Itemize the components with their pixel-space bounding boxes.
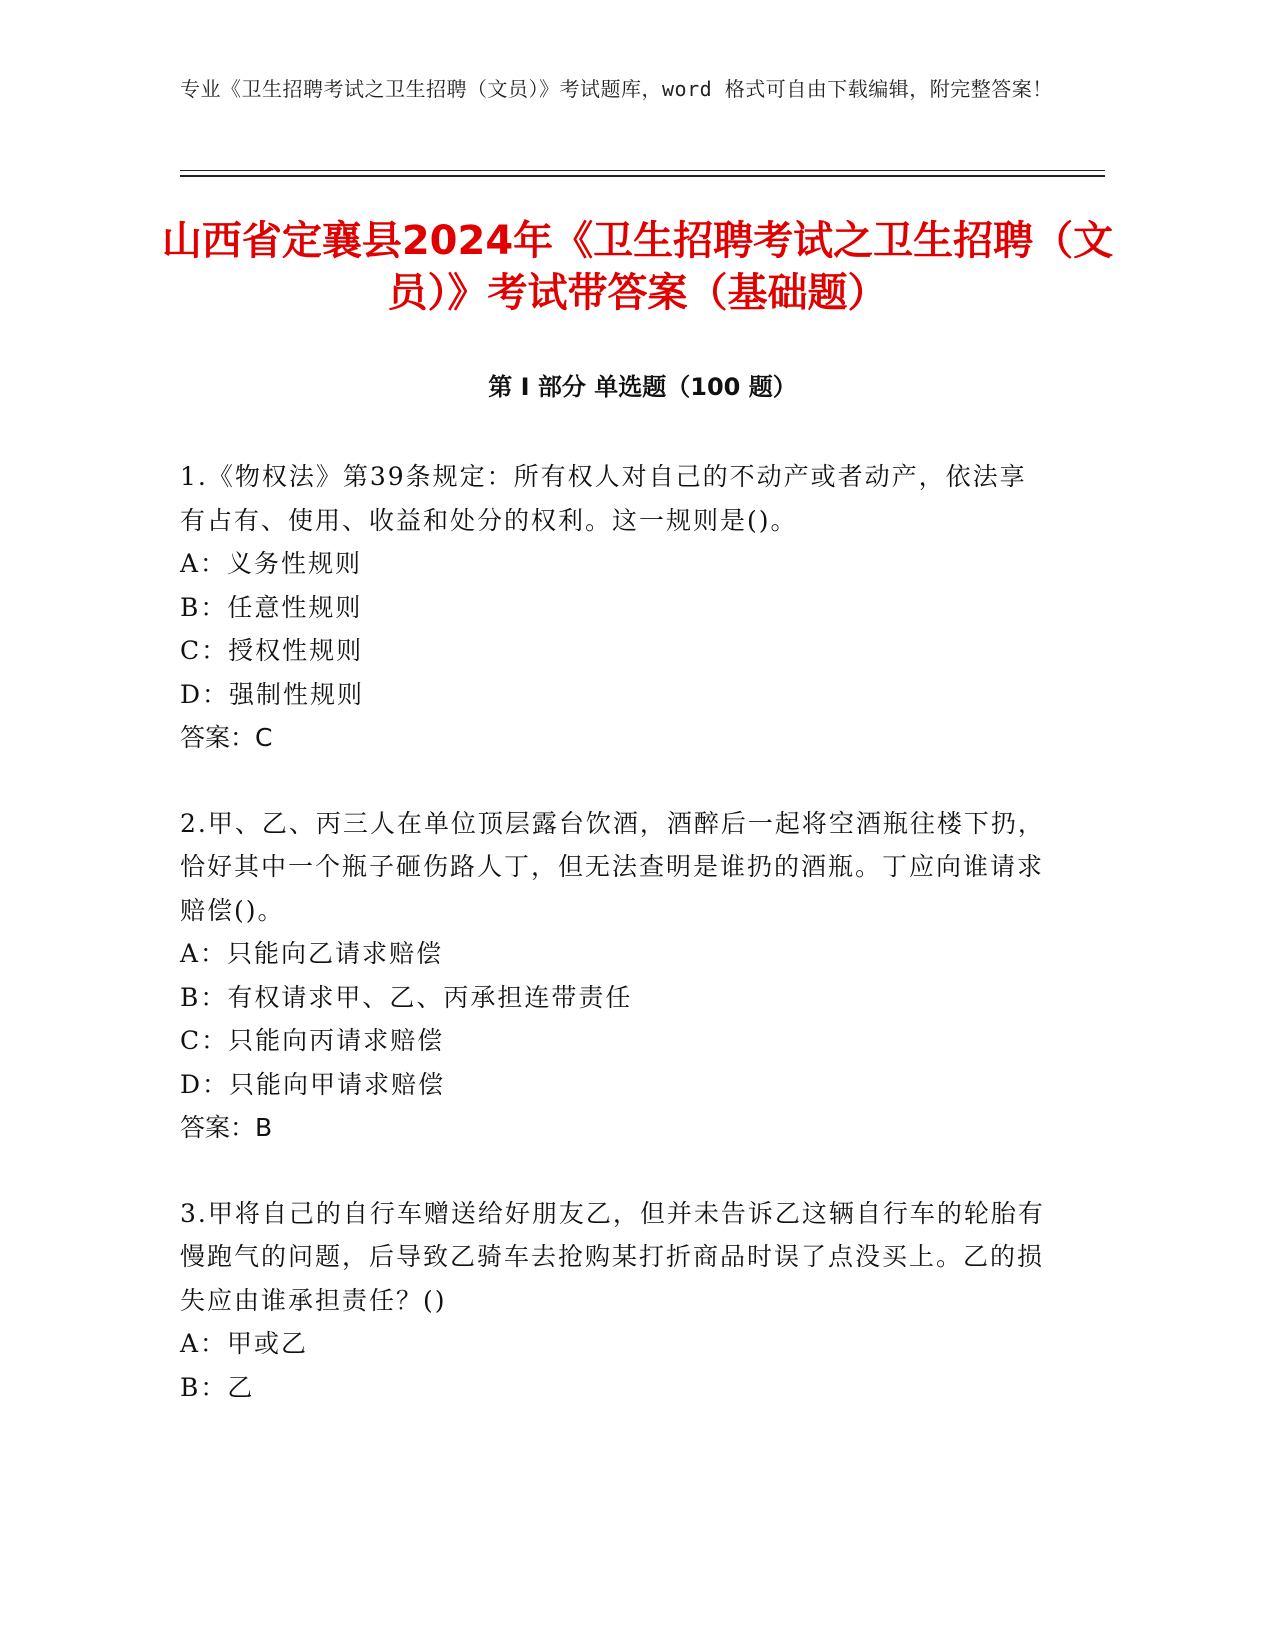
- question-list: [180, 455, 1050, 1451]
- document-title: 山西省定襄县2024年《卫生招聘考试之卫生招聘（文员）》考试带答案（基础题）: [161, 218, 1114, 316]
- option-a: A：甲或乙: [180, 1329, 309, 1358]
- option-a: A：只能向乙请求赔偿: [180, 939, 444, 968]
- option-b: B：乙: [180, 1372, 255, 1402]
- answer: 答案：C: [180, 723, 273, 752]
- header-divider-thick: [180, 175, 1105, 177]
- question-text: 2.甲、乙、丙三人在单位顶层露台饮酒，酒醉后一起将空酒瓶往楼下扔，恰好其中一个瓶子砸伤路人丁，但无法查明是谁扔的酒瓶。丁应向谁请求赔偿()。: [180, 808, 1045, 925]
- section-title: 第 I 部分 单选题（100 题）: [488, 373, 797, 401]
- header-note: 专业《卫生招聘考试之卫生招聘（文员）》考试题库，word 格式可自由下载编辑，附完整答案！: [180, 77, 1053, 101]
- header-divider-thin: [180, 170, 1105, 171]
- option-c: C：只能向丙请求赔偿: [180, 1026, 445, 1055]
- option-a: A：义务性规则: [180, 549, 363, 578]
- option-d: D：只能向甲请求赔偿: [180, 1069, 446, 1099]
- question-2: [180, 802, 1050, 1150]
- option-d: D：强制性规则: [180, 679, 365, 709]
- option-b: B：任意性规则: [180, 592, 363, 622]
- question-text: 3.甲将自己的自行车赠送给好朋友乙，但并未告诉乙这辆自行车的轮胎有慢跑气的问题，后导致乙骑车去抢购某打折商品时误了点没买上。乙的损失应由谁承担责任？(): [180, 1198, 1045, 1315]
- option-c: C：授权性规则: [180, 636, 364, 665]
- answer: 答案：B: [180, 1113, 273, 1142]
- option-b: B：有权请求甲、乙、丙承担连带责任: [180, 982, 633, 1012]
- question-text: 1.《物权法》第39条规定：所有权人对自己的不动产或者动产，依法享有占有、使用、收益和处分的权利。这一规则是()。: [180, 462, 1027, 535]
- question-3: [180, 1192, 1050, 1410]
- question-1: [180, 455, 1050, 760]
